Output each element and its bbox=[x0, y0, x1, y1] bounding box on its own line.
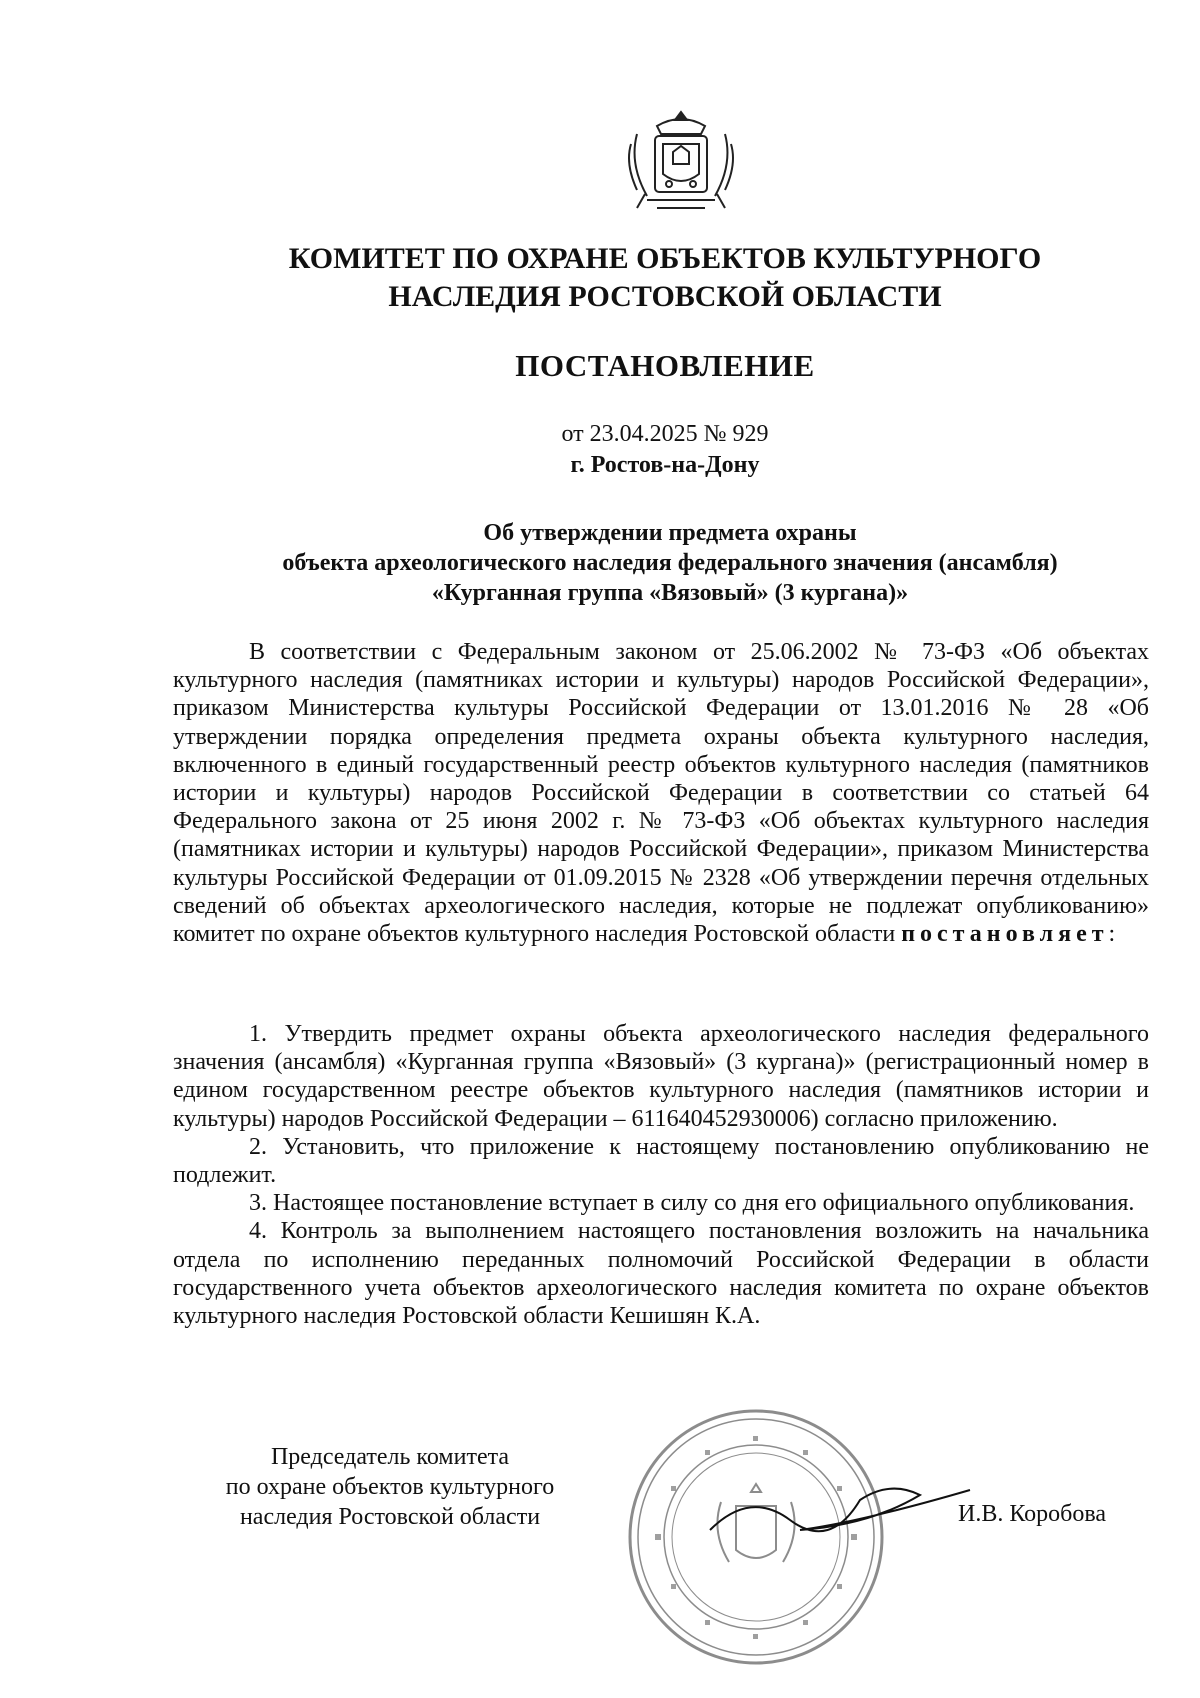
item-2: 2. Установить, что приложение к настоящему постановлению опубликованию не подлежит. bbox=[173, 1133, 1149, 1189]
item-3: 3. Настоящее постановление вступает в силу со дня его официального опубликования. bbox=[249, 1190, 1135, 1217]
document-type: ПОСТАНОВЛЕНИЕ bbox=[515, 348, 815, 383]
signatory-line-3: наследия Ростовской области bbox=[239, 1504, 541, 1530]
item-1: 1. Утвердить предмет охраны объекта археологического наследия федерального значения (ансамбля) «Курганная группа «Вязовый» (3 кургана)» (регистрационный номер в едином государственном реестре объектов культурного наследия (памятников истории и культуры) народов Российской Федерации – 611640452930006) согласно приложению. bbox=[173, 1021, 1149, 1132]
signer-name: И.В. Коробова bbox=[958, 1501, 1107, 1527]
item-4: 4. Контроль за выполнением настоящего постановления возложить на начальника отдела по исполнению переданных полномочий Российской Федерации в области государственного учета объектов археологического наследия комитета по охране объектов культурного наследия Ростовской области Кешишян К.А. bbox=[173, 1218, 1149, 1330]
resolution-items bbox=[173, 1020, 1149, 1330]
resolves-word: постановляет bbox=[901, 921, 1109, 948]
date-number: от 23.04.2025 № 929 bbox=[561, 421, 769, 447]
title-line-3: «Курганная группа «Вязовый» (3 кургана)» bbox=[431, 580, 909, 606]
preamble-paragraph bbox=[173, 638, 1149, 948]
date-and-place bbox=[0, 419, 1200, 481]
preamble-text: В соответствии с Федеральным законом от 25.06.2002 № 73-ФЗ «Об объектах культурного наследия (памятниках истории и культуры) народов Российской Федерации», приказом Министерства культуры Российской Федерации от 13.01.2016 № 28 «Об утверждении порядка определения предмета охраны объекта культурного наследия, включенного в единый государственный реестр объектов культурного наследия (памятников истории и культуры) народов Российской Федерации в соответствии со статьей 64 Федерального закона от 25 июня 2002 г. № 73-ФЗ «Об объектах культурного наследия (памятниках истории и культуры) народов Российской Федерации», приказом Министерства культуры Российской Федерации от 01.09.2015 № 2328 «Об утверждении перечня отдельных сведений об объектах археологического наследия, которые не подлежат опубликованию» комитет по охране объектов культурного наследия Ростовской области bbox=[173, 639, 1149, 948]
city: г. Ростов-на-Дону bbox=[570, 452, 760, 478]
organization-name bbox=[0, 240, 1200, 316]
resolves-colon: : bbox=[1108, 921, 1116, 948]
handwritten-signature bbox=[700, 1470, 990, 1560]
document-title bbox=[175, 518, 1165, 608]
title-line-1: Об утверждении предмета охраны bbox=[483, 520, 857, 546]
signatory-line-2: по охране объектов культурного bbox=[225, 1474, 555, 1500]
signatory-line-1: Председатель комитета bbox=[270, 1444, 510, 1470]
org-line-2: НАСЛЕДИЯ РОСТОВСКОЙ ОБЛАСТИ bbox=[388, 280, 942, 313]
title-line-2: объекта археологического наследия федерального значения (ансамбля) bbox=[282, 550, 1058, 576]
org-line-1: КОМИТЕТ ПО ОХРАНЕ ОБЪЕКТОВ КУЛЬТУРНОГО bbox=[288, 242, 1042, 275]
coat-of-arms-emblem bbox=[617, 104, 745, 222]
signatory-title bbox=[190, 1442, 590, 1532]
